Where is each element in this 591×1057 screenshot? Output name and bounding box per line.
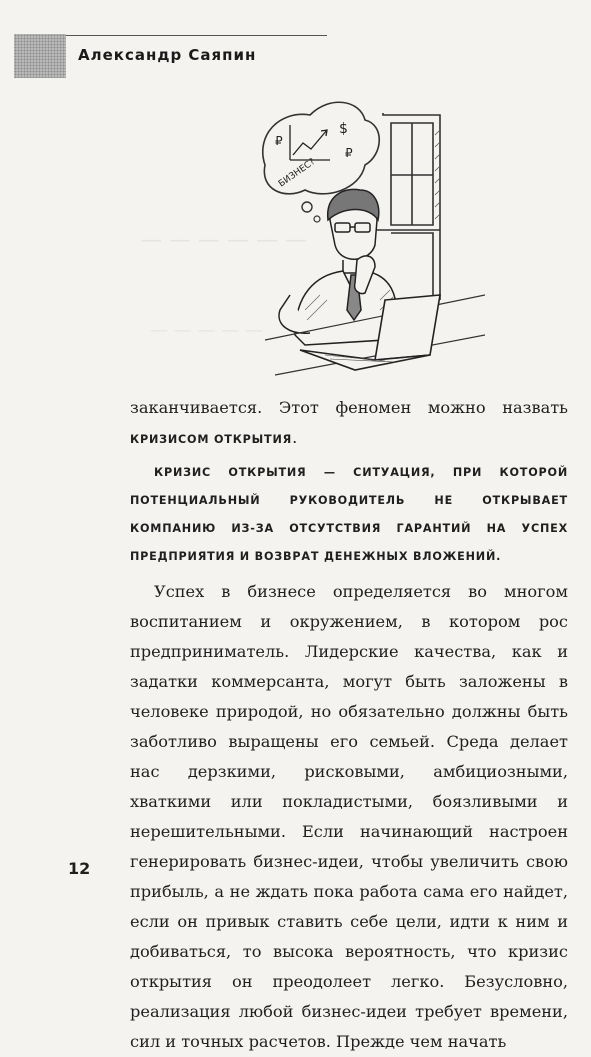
bubble-label: БИЗНЕС?	[276, 157, 318, 190]
page-number: 12	[68, 859, 91, 878]
bleed-through-text: — — — — —	[150, 320, 263, 341]
header-rule	[66, 35, 327, 36]
header-decoration	[14, 34, 66, 78]
running-header-author: Александр Саяпин	[78, 46, 257, 64]
paragraph: заканчивается. Этот феномен можно назвать КРИЗИСОМ ОТКРЫТИЯ.	[130, 398, 568, 447]
businessman-illustration	[235, 95, 485, 390]
key-term: КРИЗИСОМ ОТКРЫТИЯ	[130, 433, 293, 446]
svg-text:₽: ₽	[275, 134, 283, 148]
svg-text:₽: ₽	[345, 146, 353, 160]
paragraph: Успех в бизнесе определяется во многом воспитанием и окружением, в котором рос предприниматель. Лидерские качества, как и задатки коммерсанта, могут быть заложены в человеке природой, но обязательно должны быть заботливо выращены его семьей. Среда делает нас дерзкими, рисковыми, амбициозными, хваткими или покладистыми, боязливыми и нерешительными. Если начинающий настроен генерировать бизнес-идеи, чтобы увеличить свою прибыль, а не ждать пока работа сама его найдет, если он привык ставить себе цели, идти к ним и добиваться, то высока вероятность, что кризис открытия он преодолеет легко. Безусловно, реализация любой бизнес-идеи требует времени, сил и точных расчетов. Прежде чем начать	[130, 582, 568, 1051]
svg-text:$: $	[339, 121, 348, 137]
bleed-through-text: — — — — — —	[140, 228, 307, 253]
body-text	[130, 393, 568, 1057]
definition-block: КРИЗИС ОТКРЫТИЯ — СИТУАЦИЯ, ПРИ КОТОРОЙ ПОТЕНЦИАЛЬНЫЙ РУКОВОДИТЕЛЬ НЕ ОТКРЫВАЕТ КОМПАНИЮ ИЗ-ЗА ОТСУТСТВИЯ ГАРАНТИЙ НА УСПЕХ ПРЕДПРИЯТИЯ И ВОЗВРАТ ДЕНЕЖНЫХ ВЛОЖЕНИЙ.	[130, 466, 568, 563]
